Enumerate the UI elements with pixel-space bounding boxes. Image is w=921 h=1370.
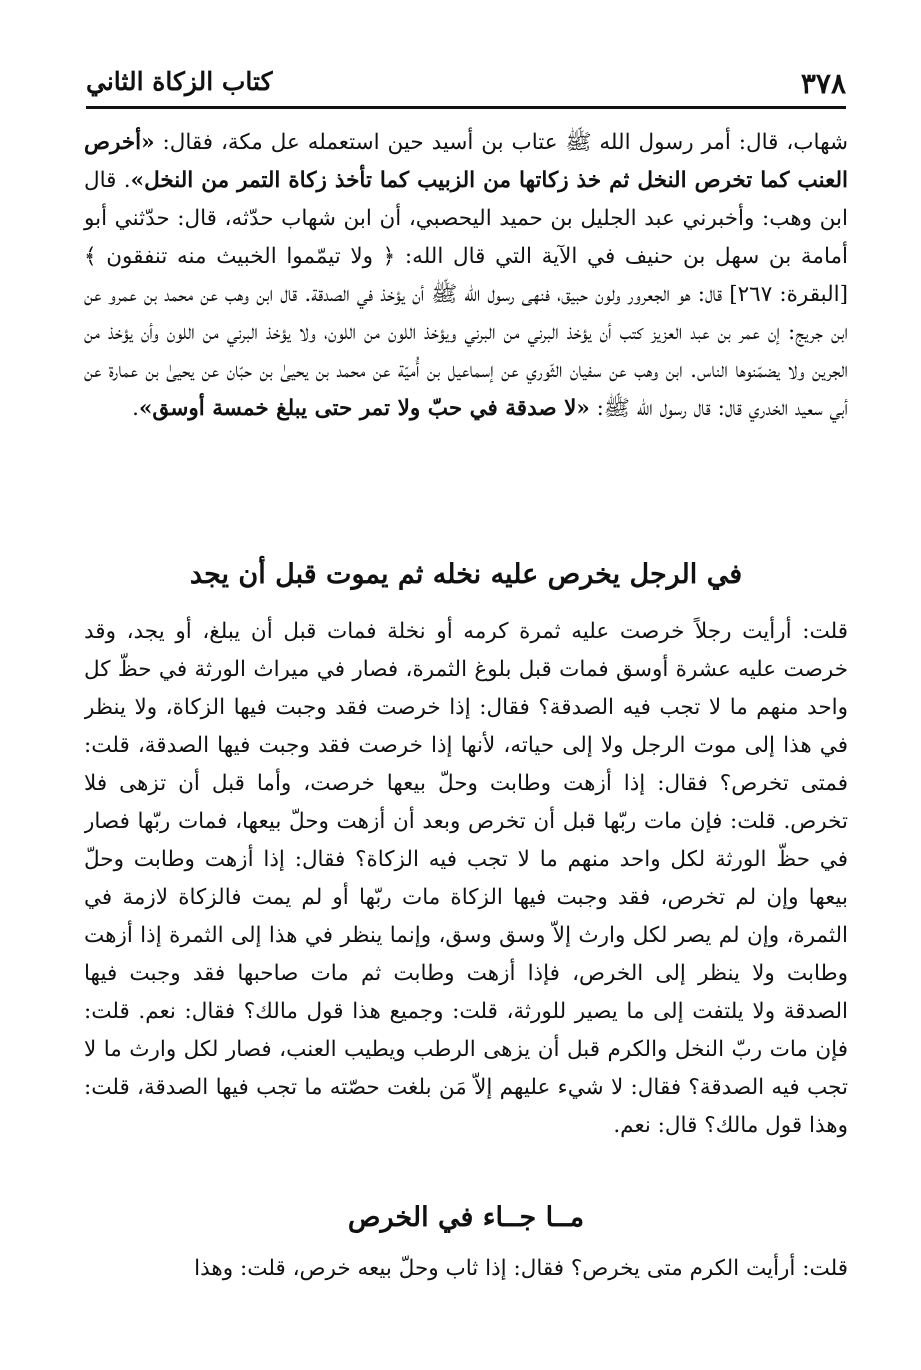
section-body: قلت: أرأيت رجلاً خرصت عليه ثمرة كرمه أو نخلة فمات قبل أن يبلغ، أو يجد، وقد خرصت عليه عشرة أوسق فمات قبل بلوغ الثمرة، فصار في ميراث الورثة في حظّ كل واحد منهم ما لا تجب فيه الصدقة؟ فقال: إذا خرصت فقد وجبت فيها الزكاة، ولا ينظر في هذا إلى موت الرجل ولا إلى حياته، لأنها إذا خرصت فقد وجبت فيها الصدقة، قلت: فمتى تخرص؟ فقال: إذا أزهت وطابت وحلّ بيعها خرصت، وأما قبل أن تزهى فلا تخرص. قلت: فإن مات ربّها قبل أن تخرص وبعد أن أزهت وحلّ بيعها، فمات ربّها فصار في حظّ الورثة لكل واحد منهم ما لا تجب فيه الزكاة؟ فقال: إذا أزهت وطابت وحلّ بيعها وإن لم تخرص، فقد وجبت فيها الزكاة مات ربّها أو لم يمت فالزكاة لازمة في الثمرة، وإن لم يصر لكل وارث إلاّ وسق وسق، وإنما ينظر في هذا إلى الثمرة إذا أزهت وطابت ولا ينظر إلى الخرص، فإذا أزهت وطابت ثم مات صاحبها فقد وجبت فيها الصدقة ولا يلتفت إلى ما يصير للورثة، قلت: وجميع هذا قول مالك؟ فقال: نعم. قلت: فإن مات ربّ النخل والكرم قبل أن يزهى الرطب ويطيب العنب، فصار لكل وارث ما لا تجب فيه الصدقة؟ فقال: لا شيء عليهم إلاّ مَن بلغت حصّته ما تجب فيها الصدقة، قلت: وهذا قول مالك؟ قال: نعم. [84, 619, 848, 1138]
page-header [86, 58, 846, 110]
text-run: شهاب، قال: أمر رسول الله ﷺ عتاب بن أسيد حين استعمله عل مكة، فقال: [154, 130, 848, 155]
text-run: . [132, 396, 139, 421]
opening-paragraph [84, 124, 848, 428]
page-number: ٣٧٨ [800, 67, 846, 100]
hadith-quote: «أخرص العنب كما تخرص النخل ثم خذ زكاتها من الزبيب كما تأخذ زكاة التمر من النخل» [84, 130, 848, 193]
header-rule [86, 106, 846, 109]
section-heading: في الرجل يخرص عليه نخله ثم يموت قبل أن يجد [189, 559, 743, 590]
text-run: . قال ابن وهب: وأخبرني عبد الجليل بن حميد اليحصبي، أن ابن شهاب حدّثه، قال: حدّثني أبو أمامة بن سهل بن حنيف في الآية التي قال الله: ﴿ ولا تيمّموا الخبيث منه تنفقون ﴾ [البقرة: ٢٦٧] قال: هو الجعرور ولون حبيق، فنهى رسول الله ﷺ أن يؤخذ في الصدقة. قال ابن وهب عن محمد بن عمرو عن ابن جريج: إن عمر بن عبد العزيز كتب أن يؤخذ البرني من البرني ويؤخذ اللون من اللون، ولا يؤخذ البرني من اللون وأن يؤخذ من الجرين ولا يضمّنوها الناس. ابن وهب عن سفيان الثّوري عن إسماعيل بن أُميّة عن محمد بن يحيىٰ بن حبّان عن يحيىٰ بن عمارة عن أبي سعيد الخدري قال: قال رسول الله ﷺ: [84, 168, 848, 421]
section-heading: مــا جــاء في الخرص [347, 1202, 585, 1233]
hadith-quote: «لا صدقة في حبّ ولا تمر حتى يبلغ خمسة أوسق» [138, 396, 590, 421]
section-body: قلت: أرأيت الكرم متى يخرص؟ فقال: إذا ثاب وحلّ بيعه خرص، قلت: وهذا [194, 1256, 848, 1281]
running-title: كتاب الزكاة الثاني [86, 67, 273, 96]
